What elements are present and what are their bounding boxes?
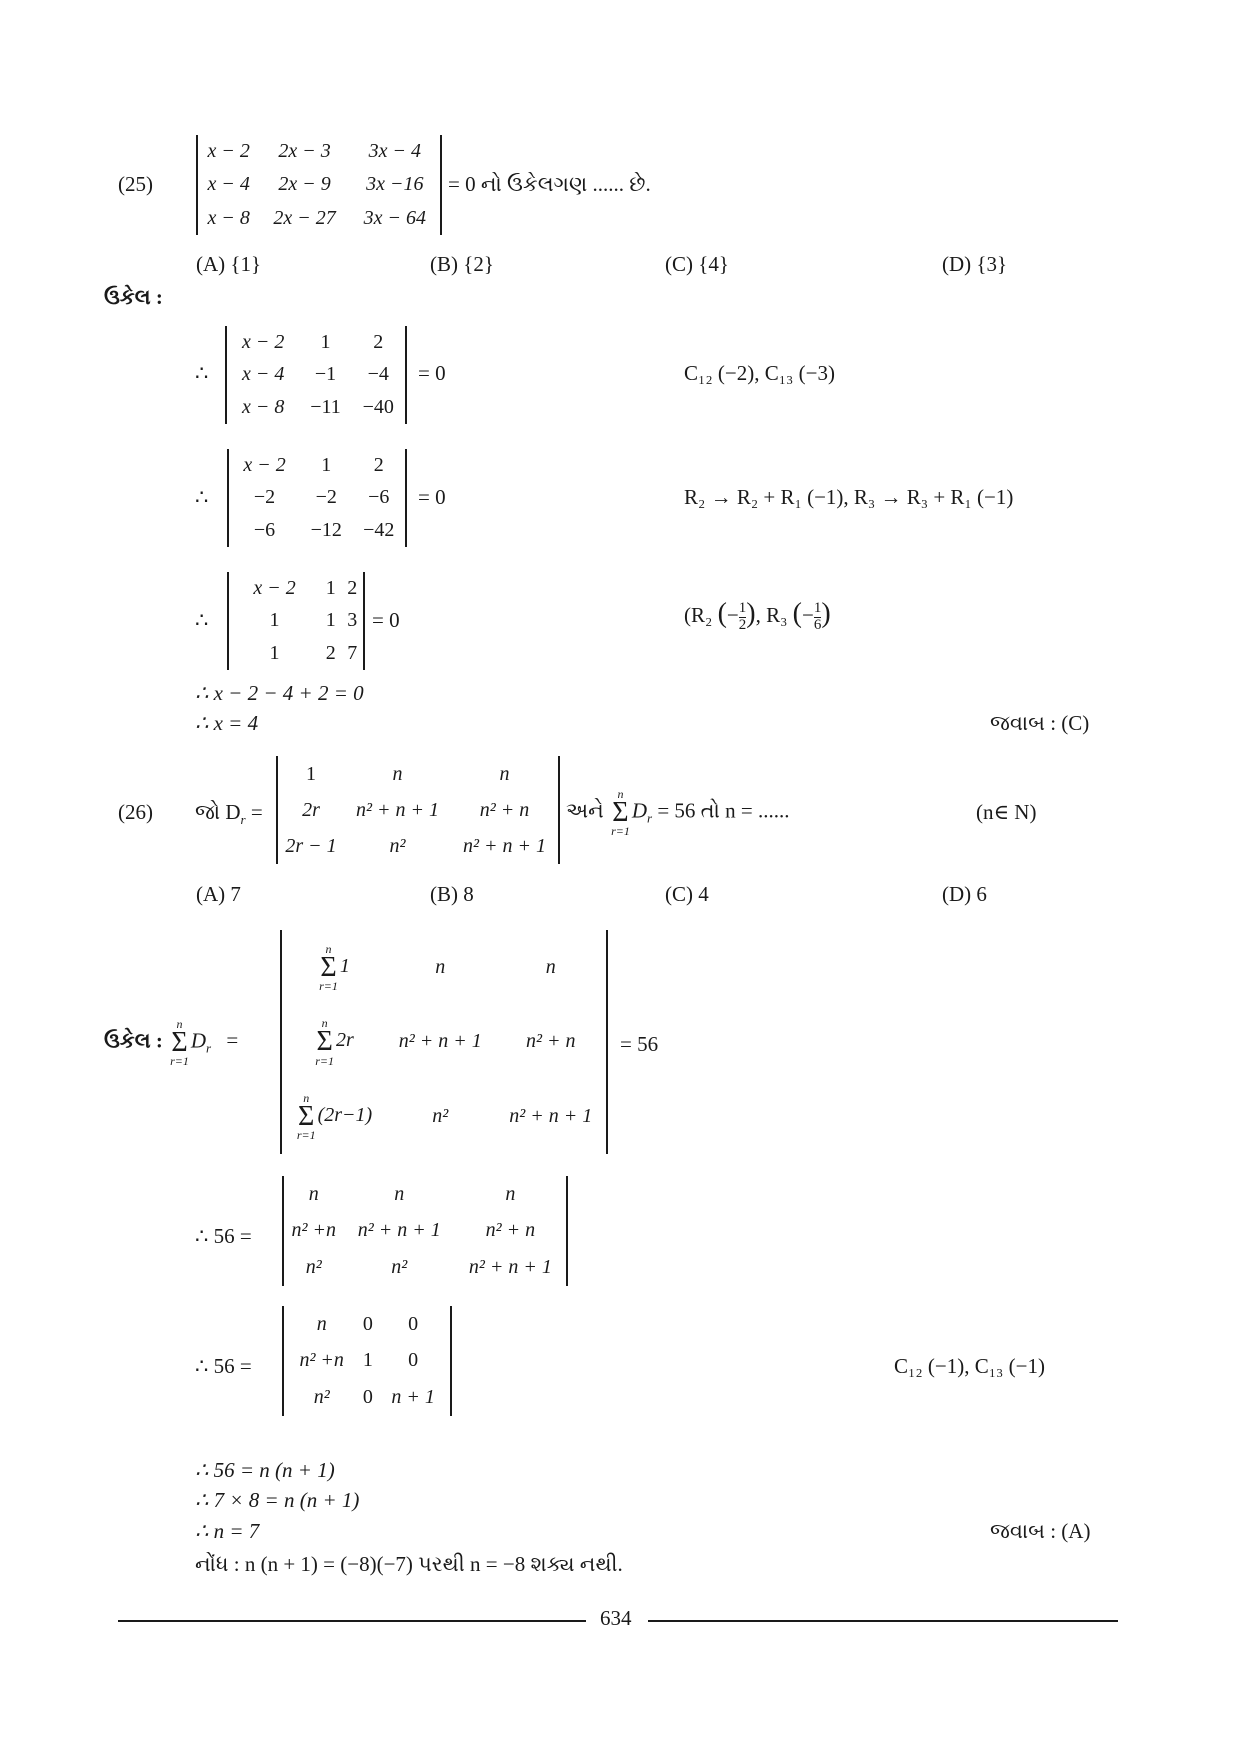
- det-cell: 3x −16: [366, 173, 424, 196]
- q26-option-c: (C) 4: [665, 882, 709, 906]
- footer-rule-right: [648, 1620, 1118, 1622]
- q26-eq56: = 56: [620, 1032, 659, 1056]
- det-cell: 0: [362, 1386, 373, 1409]
- det-cell: n Σ r=1 (2r−1): [296, 1091, 373, 1143]
- det-cell: n: [316, 1312, 327, 1335]
- q26-line3: ∴ n = 7: [195, 1519, 260, 1543]
- q26-note: નોંધ : n (n + 1) = (−8)(−7) પરથી n = −8 શક્ય નથી.: [195, 1552, 623, 1576]
- q26-answer: જવાબ : (A): [990, 1519, 1091, 1543]
- det-cell: −6: [253, 519, 276, 542]
- q26-condition: અને n Σ r=1 $D_r = 56$ તો n = ......: [566, 787, 790, 839]
- q25-step3-note: (R₂ (− $\frac{1}{2}$ ), R₃ (− $\frac{1}{6}$ ): [684, 598, 831, 633]
- det-cell: 2: [373, 453, 384, 476]
- det-cell: 2x − 9: [278, 173, 331, 196]
- q25-answer: જવાબ : (C): [990, 711, 1090, 735]
- q26-number: (26): [118, 800, 153, 824]
- det-cell: n² + n + 1: [463, 834, 547, 857]
- q25-line2: ∴ x = 4: [195, 711, 259, 735]
- det-cell: 3x − 64: [363, 206, 427, 229]
- q26-solution-determinant: [280, 930, 608, 1154]
- det-cell: x − 2: [253, 576, 296, 599]
- det-cell: 1: [325, 576, 336, 599]
- det-cell: n: [505, 1182, 516, 1205]
- q26-option-b: (B) 8: [430, 882, 474, 906]
- det-cell: 2x − 3: [278, 140, 331, 163]
- det-cell: x − 8: [242, 396, 285, 419]
- det-cell: 1: [325, 609, 336, 632]
- q26-solution-lead: ઉકેલ : n Σ r=1 $D_r$ =: [104, 1017, 239, 1069]
- q25-number: (25): [118, 172, 153, 196]
- q25-step3-determinant: [227, 572, 365, 670]
- det-cell: n² + n + 1: [468, 1256, 552, 1279]
- det-cell: n²: [389, 834, 406, 857]
- det-cell: 1: [269, 609, 280, 632]
- det-cell: n² +n: [291, 1219, 337, 1242]
- q26-option-a: (A) 7: [196, 882, 241, 906]
- q26-s56-a: ∴ 56 =: [195, 1224, 252, 1248]
- fraction-sixth: $\frac{1}{6}$: [813, 599, 822, 633]
- det-cell: −2: [315, 486, 337, 509]
- det-cell: x − 8: [207, 206, 250, 229]
- det-cell: x − 4: [242, 363, 285, 386]
- det-cell: n: [435, 955, 446, 978]
- det-cell: n² + n: [485, 1219, 536, 1242]
- q26-lead: જો $D_r$ =: [195, 800, 263, 828]
- q25-step3-eq: = 0: [372, 608, 400, 632]
- det-cell: −6: [368, 486, 390, 509]
- det-cell: n Σ r=1 2r: [315, 1016, 354, 1068]
- det-cell: n²: [432, 1105, 449, 1128]
- q26-det2: [282, 1176, 568, 1286]
- det-cell: 2r: [302, 798, 320, 821]
- summation: n Σ r=1: [170, 1017, 189, 1069]
- therefore-symbol: ∴: [195, 361, 209, 385]
- q25-option-c: (C) {4}: [665, 252, 729, 276]
- det-cell: x − 2: [242, 330, 285, 353]
- q26-s56-b: ∴ 56 =: [195, 1354, 252, 1378]
- det-cell: −2: [253, 486, 276, 509]
- det-cell: x − 4: [207, 173, 250, 196]
- det-cell: −40: [362, 396, 394, 419]
- q25-step1-note: C₁₂ (−2), C₁₃ (−3): [684, 361, 835, 385]
- q26-domain: (n∈ N): [976, 800, 1037, 824]
- q26-determinant: [276, 756, 560, 864]
- det-cell: n² + n + 1: [398, 1030, 482, 1053]
- det-cell: n: [545, 955, 556, 978]
- q25-step2-eq: = 0: [418, 485, 446, 509]
- det-cell: 2: [373, 330, 384, 353]
- det-cell: 1: [362, 1349, 373, 1372]
- q25-option-a: (A) {1}: [196, 252, 262, 276]
- det-cell: n²: [391, 1256, 408, 1279]
- det-cell: 1: [320, 330, 331, 353]
- det-cell: 1: [269, 642, 280, 665]
- det-cell: n² + n + 1: [357, 1219, 441, 1242]
- det-cell: 2: [325, 642, 336, 665]
- det-cell: n: [394, 1182, 405, 1205]
- det-cell: n: [308, 1182, 319, 1205]
- det-cell: n + 1: [391, 1386, 435, 1409]
- q25-option-d: (D) {3}: [942, 252, 1008, 276]
- det-cell: −42: [363, 519, 395, 542]
- det-cell: n² + n + 1: [356, 798, 440, 821]
- minus-sign: −: [726, 603, 739, 627]
- minus-sign: −: [801, 603, 814, 627]
- summation: n Σ r=1: [611, 787, 630, 839]
- det-cell: x − 2: [207, 140, 250, 163]
- det-cell: 2x − 27: [273, 206, 336, 229]
- det-cell: −11: [310, 396, 341, 419]
- det-cell: 1: [321, 453, 332, 476]
- det-cell: 2r − 1: [285, 834, 337, 857]
- q25-step2-determinant: [227, 449, 407, 547]
- det-cell: 0: [408, 1349, 419, 1372]
- det-cell: 3: [347, 609, 358, 632]
- therefore-symbol: ∴: [195, 608, 209, 632]
- det-cell: x − 2: [243, 453, 286, 476]
- det-cell: n: [499, 762, 510, 785]
- det-cell: 1: [306, 762, 317, 785]
- det-cell: 2: [347, 576, 358, 599]
- det-cell: −12: [310, 519, 342, 542]
- det-cell: n Σ r=1 1: [319, 941, 350, 993]
- q25-determinant: [196, 135, 442, 235]
- q25-step2-note: R₂ → R₂ + R₁ (−1), R₃ → R₃ + R₁ (−1): [684, 485, 1014, 509]
- page-number: 634: [600, 1606, 632, 1630]
- det-cell: n² +n: [299, 1349, 344, 1372]
- det-cell: 0: [408, 1312, 419, 1335]
- q26-det3: [282, 1306, 452, 1416]
- det-cell: n² + n + 1: [509, 1105, 593, 1128]
- q25-step1-determinant: [225, 326, 407, 424]
- q25-line1: ∴ x − 2 − 4 + 2 = 0: [195, 681, 364, 705]
- det-cell: −4: [367, 363, 389, 386]
- q26-det3-note: C₁₂ (−1), C₁₃ (−1): [894, 1354, 1045, 1378]
- det-cell: 3x − 4: [368, 140, 422, 163]
- det-cell: −1: [314, 363, 337, 386]
- therefore-symbol: ∴: [195, 485, 209, 509]
- q25-question-tail: = 0 નો ઉકેલગણ ...... છે.: [448, 172, 651, 196]
- q26-option-d: (D) 6: [942, 882, 987, 906]
- det-cell: n²: [305, 1256, 322, 1279]
- det-cell: 7: [347, 642, 358, 665]
- row-op-r3: R₃: [766, 603, 788, 627]
- q25-solution-label: ઉકેલ :: [104, 285, 163, 309]
- det-cell: n²: [313, 1386, 330, 1409]
- row-op-r2: (R₂: [684, 603, 713, 627]
- det-cell: n² + n: [479, 798, 530, 821]
- det-cell: n² + n: [526, 1030, 576, 1053]
- det-cell: 0: [362, 1312, 373, 1335]
- q26-line2: ∴ 7 × 8 = n (n + 1): [195, 1488, 360, 1512]
- q25-step1-eq: = 0: [418, 361, 446, 385]
- det-cell: n: [392, 762, 403, 785]
- footer-rule-left: [118, 1620, 586, 1622]
- q26-line1: ∴ 56 = n (n + 1): [195, 1458, 335, 1482]
- q25-option-b: (B) {2}: [430, 252, 494, 276]
- fraction-half: $\frac{1}{2}$: [738, 599, 747, 633]
